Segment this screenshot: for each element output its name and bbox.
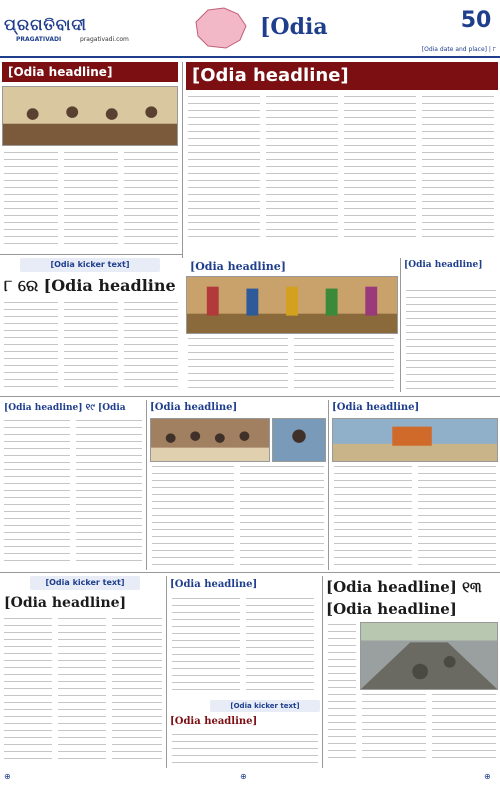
headline-4: [Odia headline] xyxy=(190,260,286,273)
article-9-col-3 xyxy=(110,616,164,766)
photo-village-fair xyxy=(332,418,498,462)
article-12-col-1 xyxy=(170,732,320,766)
registration-mark-icon: ⊕ xyxy=(484,772,491,781)
headline-9: [Odia headline] xyxy=(4,595,127,611)
photo-college-event xyxy=(150,418,270,462)
logo-subtitle: PRAGATIVADI xyxy=(16,36,62,43)
row-rule xyxy=(0,254,182,255)
article-2-col-4 xyxy=(420,94,496,244)
article-10-col-1 xyxy=(170,596,242,696)
page-number: ୮ xyxy=(492,46,496,53)
registration-mark-icon: ⊕ xyxy=(4,772,11,781)
article-11-col-1 xyxy=(326,622,358,766)
article-6-col-1 xyxy=(2,418,72,568)
article-7-col-2 xyxy=(238,464,326,568)
row-rule xyxy=(0,572,500,573)
article-9-col-2 xyxy=(56,616,108,766)
column-rule xyxy=(166,576,167,768)
dateline: [Odia date and place] | ୮ xyxy=(421,46,496,53)
anniversary-logo: 50 xyxy=(460,8,492,33)
article-8-col-2 xyxy=(416,464,498,568)
page-footer xyxy=(0,768,500,788)
kicker-12: [Odia kicker text] xyxy=(210,700,320,712)
article-2-col-1 xyxy=(186,94,262,244)
headline-8: [Odia headline] xyxy=(332,402,420,413)
article-10-col-2 xyxy=(244,596,316,696)
headline-1: [Odia headline] xyxy=(2,62,178,82)
article-11-col-3 xyxy=(430,692,498,766)
article-3-col-1 xyxy=(2,300,60,390)
article-1-col-2 xyxy=(62,150,120,250)
article-3-col-3 xyxy=(122,300,180,390)
headline-10: [Odia headline] xyxy=(170,579,258,590)
headline-3: ୮ ରେ [Odia headline xyxy=(4,276,176,295)
column-rule xyxy=(146,400,147,570)
masthead xyxy=(0,0,500,58)
headline-12: [Odia headline] xyxy=(170,716,258,727)
column-rule xyxy=(400,258,401,392)
article-7-col-1 xyxy=(150,464,236,568)
headline-6: [Odia headline] ୧୯ [Odia xyxy=(4,403,126,413)
column-rule xyxy=(182,62,183,258)
article-8-col-1 xyxy=(332,464,414,568)
article-1-col-1 xyxy=(2,150,60,250)
article-4-col-2 xyxy=(292,336,396,392)
headline-11: [Odia headline] ୧୩ [Odia headline] xyxy=(326,578,482,618)
column-rule xyxy=(328,400,329,570)
headline-5: [Odia headline] xyxy=(404,260,483,270)
logo-url: pragativadi.com xyxy=(80,36,129,43)
article-3-col-2 xyxy=(62,300,120,390)
kicker-9: [Odia kicker text] xyxy=(30,576,140,590)
column-rule xyxy=(322,576,323,768)
district-title: [Odia xyxy=(260,14,328,40)
kicker-3: [Odia kicker text] xyxy=(20,258,160,272)
article-2-col-2 xyxy=(264,94,340,244)
photo-book-fair xyxy=(186,276,398,334)
registration-mark-icon: ⊕ xyxy=(240,772,247,781)
article-9-col-1 xyxy=(2,616,54,766)
article-6-col-2 xyxy=(74,418,144,568)
district-map-icon xyxy=(190,4,250,52)
photo-meeting xyxy=(2,86,178,146)
headline-2: [Odia headline] xyxy=(186,62,498,90)
article-5-col-1 xyxy=(404,288,498,392)
newspaper-logo: ପ୍ରଗତିବାଦୀ xyxy=(4,15,87,34)
photo-college-event-2 xyxy=(272,418,326,462)
article-4-col-1 xyxy=(186,336,290,392)
article-1-col-3 xyxy=(122,150,180,250)
row-rule xyxy=(0,396,500,397)
article-11-col-2 xyxy=(360,692,428,766)
article-2-col-3 xyxy=(342,94,418,244)
headline-7: [Odia headline] xyxy=(150,402,238,413)
photo-bad-road xyxy=(360,622,498,690)
